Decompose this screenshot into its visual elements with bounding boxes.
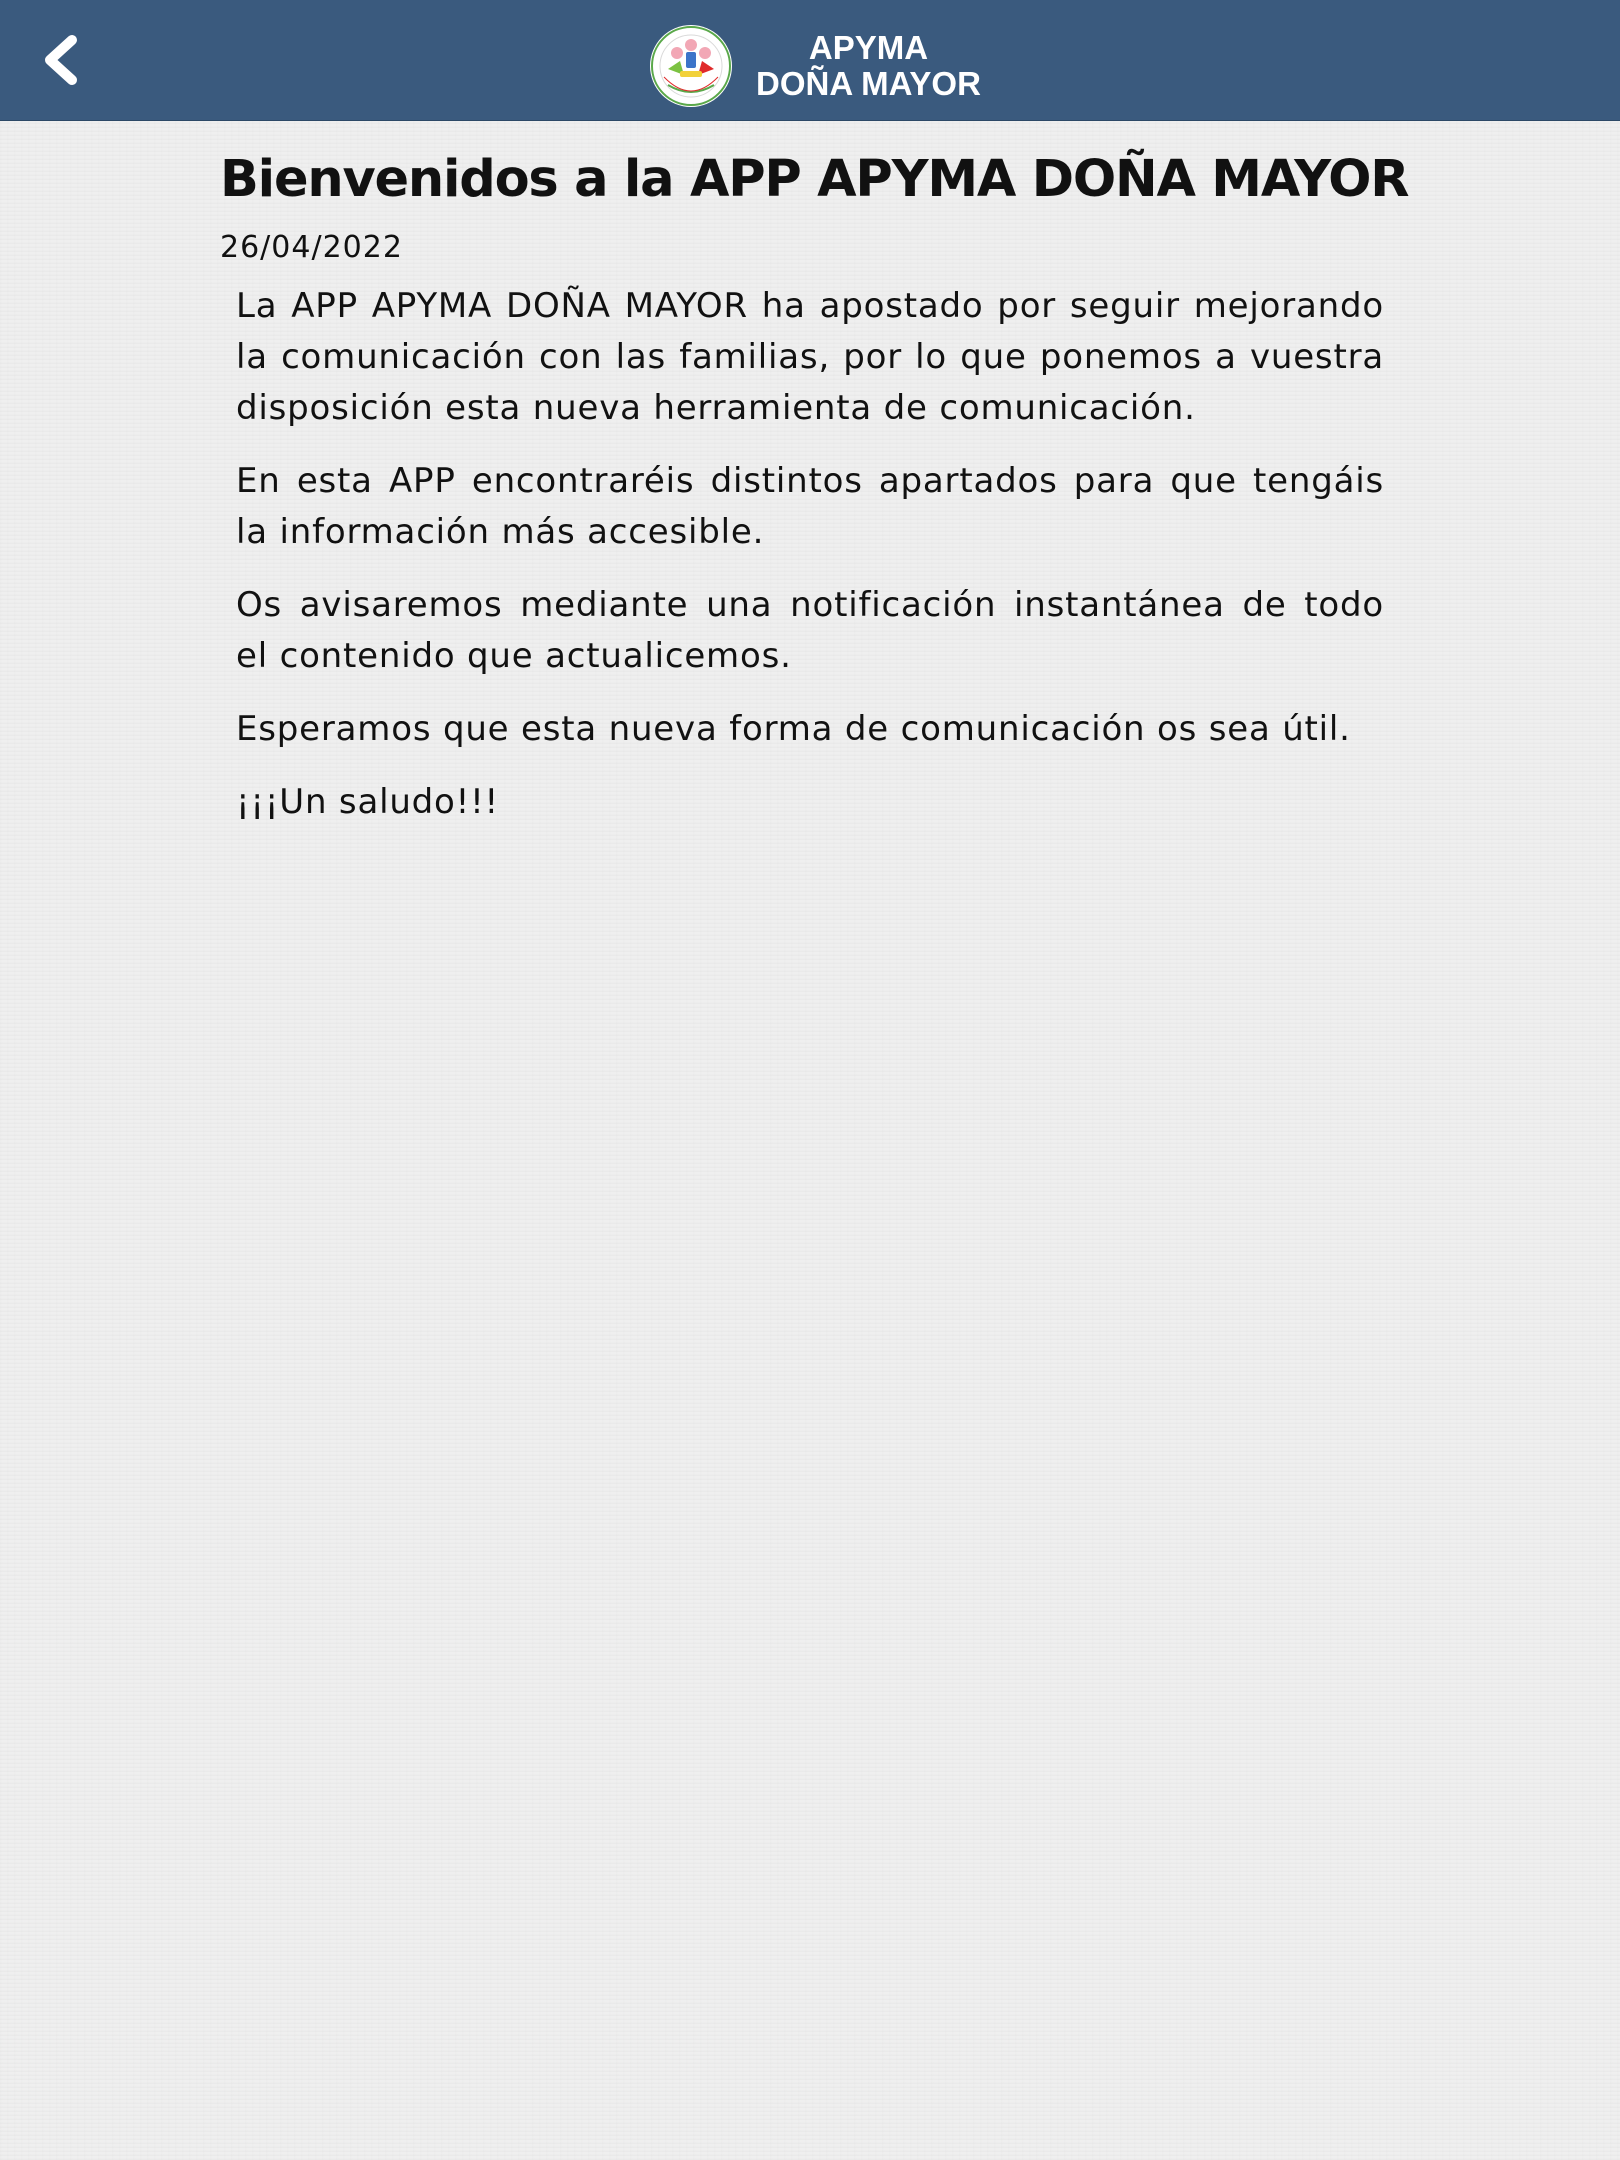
article <box>220 144 1409 850</box>
article-paragraph: ¡¡¡Un saludo!!! <box>236 782 499 822</box>
article-title: Bienvenidos a la APP APYMA DOÑA MAYOR <box>220 150 1409 209</box>
article-paragraph: Os avisaremos mediante una notificación instantánea de todo el contenido que actualicemos. <box>236 585 1384 676</box>
brand-title <box>756 30 981 102</box>
article-paragraph: Esperamos que esta nueva forma de comunicación os sea útil. <box>236 709 1351 749</box>
brand-line-1: APYMA <box>808 29 929 66</box>
article-date: 26/04/2022 <box>220 230 403 265</box>
brand <box>650 24 981 108</box>
apyma-logo-icon <box>650 25 732 107</box>
article-paragraph: La APP APYMA DOÑA MAYOR ha apostado por seguir mejorando la comunicación con las familias, por lo que ponemos a vuestra disposición esta nueva herramienta de comunicación. <box>236 286 1384 428</box>
chevron-left-icon <box>38 34 82 86</box>
app-header <box>0 0 1620 121</box>
brand-line-2: DOÑA MAYOR <box>756 65 981 102</box>
article-body <box>220 281 1384 828</box>
article-paragraph: En esta APP encontraréis distintos apartados para que tengáis la información más accesible. <box>236 461 1384 552</box>
back-button[interactable] <box>22 22 98 98</box>
